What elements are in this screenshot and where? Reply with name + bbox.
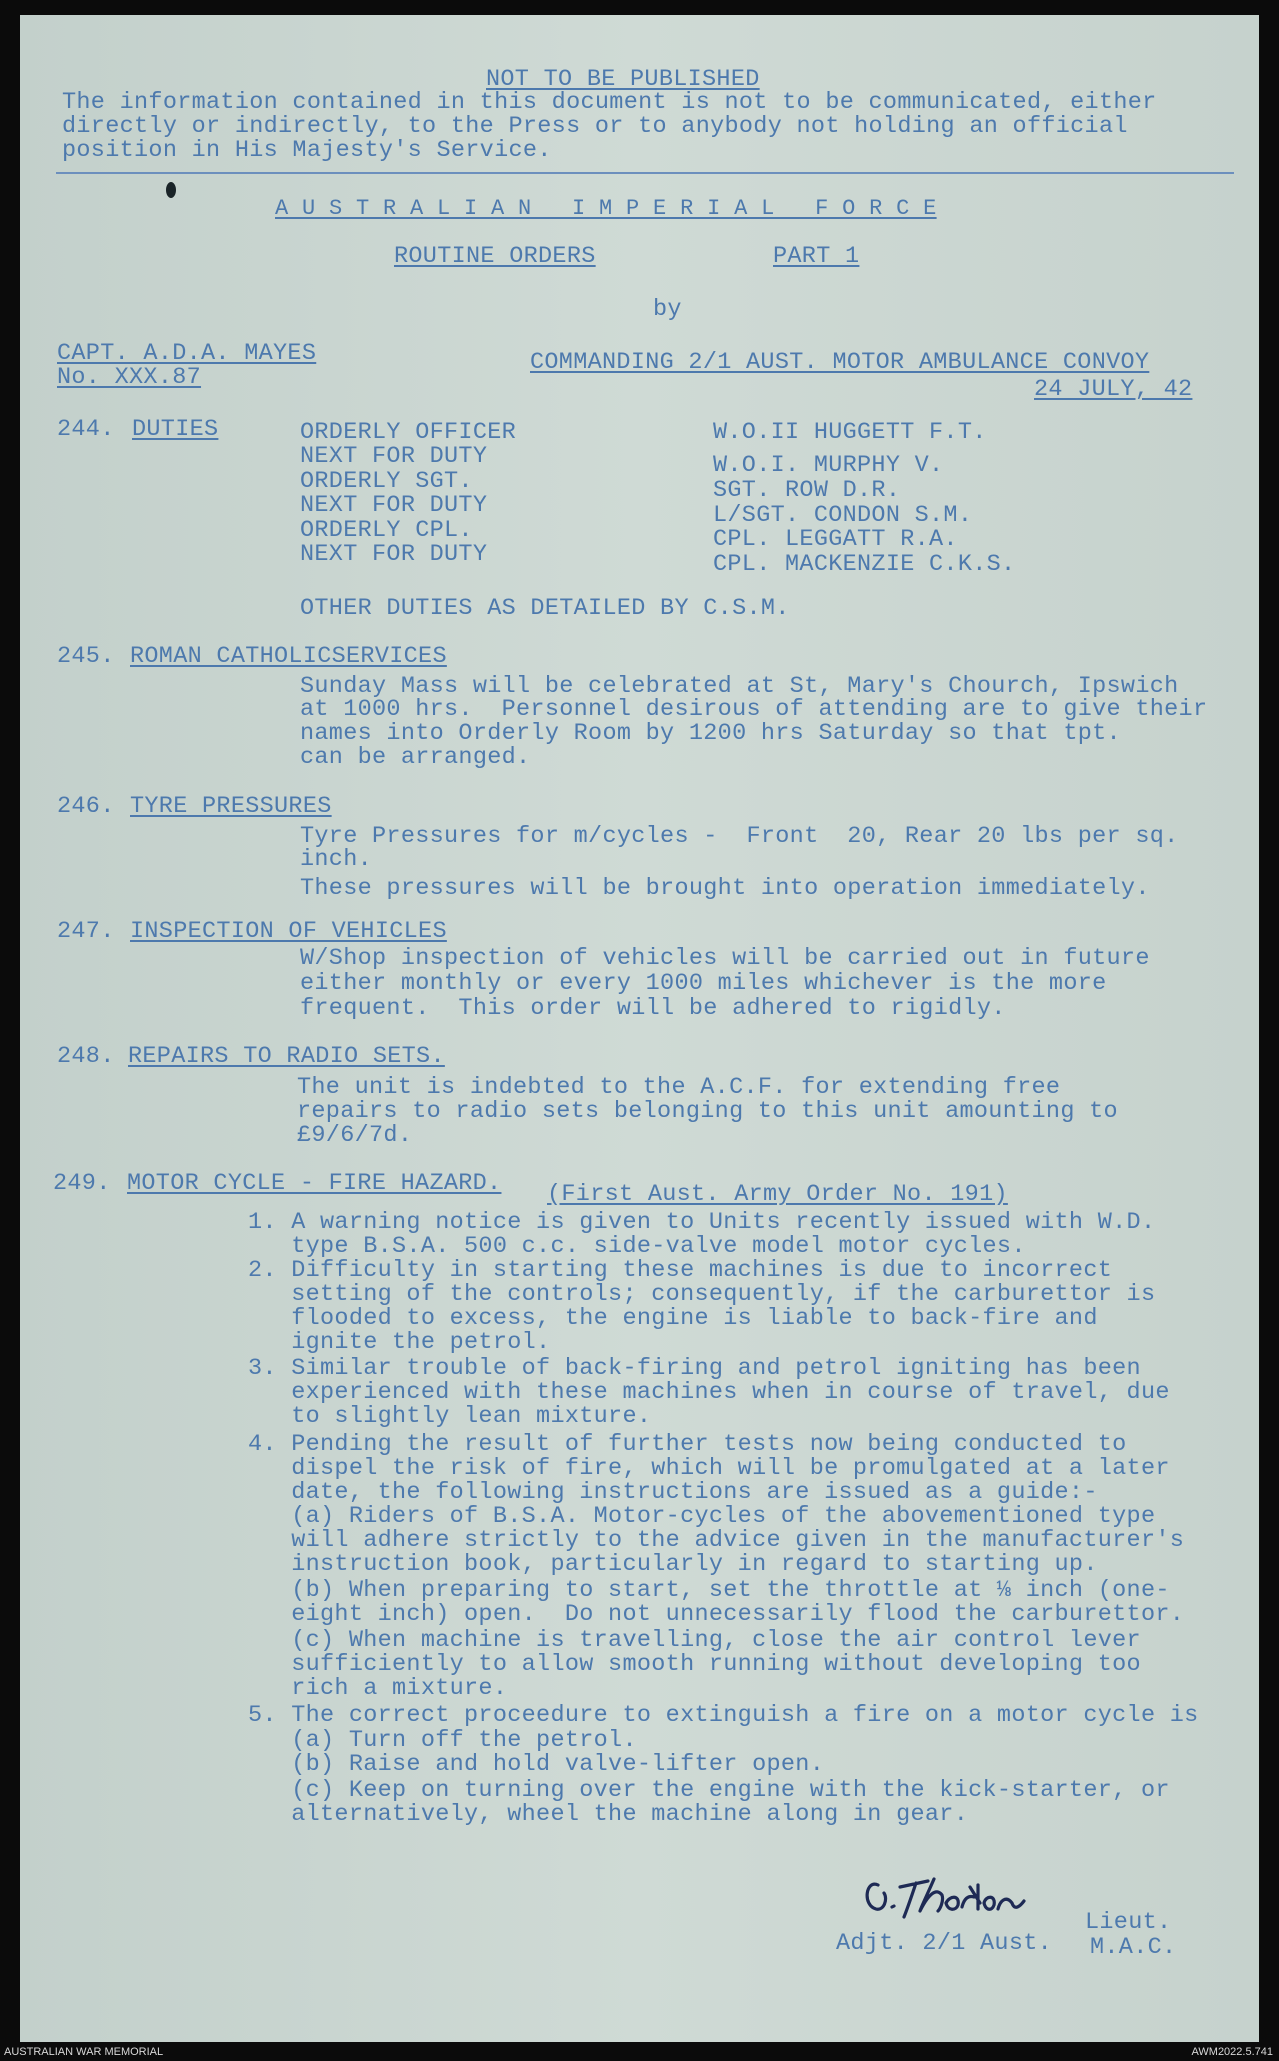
- mc-line: ignite the petrol.: [248, 1329, 551, 1356]
- duty-name: CPL. LEGGATT R.A.: [713, 526, 958, 553]
- footer-accession-number: AWM2022.5.741: [1191, 2046, 1273, 2058]
- item-line: Sunday Mass will be celebrated at St, Mary's Chourch, Ipswich: [300, 673, 1179, 700]
- mc-line: instruction book, particularly in regard to starting up.: [248, 1551, 1098, 1578]
- signatory-title: Adjt. 2/1 Aust.: [836, 1930, 1053, 1957]
- mc-line: eight inch) open. Do not unnecessarily flood the carburettor.: [248, 1601, 1185, 1628]
- item-line: These pressures will be brought into operation immediately.: [300, 875, 1150, 902]
- item-line: can be arranged.: [300, 744, 531, 771]
- item-number: 244.: [57, 416, 115, 443]
- mc-line: will adhere strictly to the advice given in the manufacturer's: [248, 1527, 1185, 1554]
- signatory-rank: Lieut.: [1085, 1909, 1172, 1936]
- restriction-line: position in His Majesty's Service.: [62, 137, 552, 164]
- mc-line: dispel the risk of fire, which will be promulgated at a later: [248, 1455, 1170, 1482]
- item-number: 246.: [57, 793, 115, 820]
- command-title: COMMANDING 2/1 AUST. MOTOR AMBULANCE CONVOY: [530, 349, 1150, 376]
- mc-line: rich a mixture.: [248, 1675, 508, 1702]
- mc-line: (c) When machine is travelling, close the air control lever: [248, 1627, 1141, 1654]
- mc-line: type B.S.A. 500 c.c. side-valve model motor cycles.: [248, 1233, 1026, 1260]
- mc-line: 4. Pending the result of further tests now being conducted to: [248, 1431, 1127, 1458]
- duty-role: NEXT FOR DUTY: [300, 541, 488, 568]
- item-line: frequent. This order will be adhered to rigidly.: [300, 995, 1006, 1022]
- mc-line: 5. The correct proceedure to extinguish a fire on a motor cycle is: [248, 1702, 1199, 1729]
- mc-line: experienced with these machines when in course of travel, due: [248, 1379, 1170, 1406]
- duty-role: NEXT FOR DUTY: [300, 492, 488, 519]
- item-heading: TYRE PRESSURES: [130, 793, 332, 820]
- orders-title: ROUTINE ORDERS: [394, 243, 596, 270]
- mc-line: 3. Similar trouble of back-firing and petrol igniting has been: [248, 1355, 1141, 1382]
- mc-line: (a) Riders of B.S.A. Motor-cycles of the abovementioned type: [248, 1503, 1156, 1530]
- duty-role: ORDERLY OFFICER: [300, 419, 517, 446]
- item-heading: REPAIRS TO RADIO SETS.: [128, 1043, 445, 1070]
- item-line: either monthly or every 1000 miles whichever is the more: [300, 970, 1107, 997]
- mc-line: (a) Turn off the petrol.: [248, 1727, 637, 1754]
- item-heading: MOTOR CYCLE - FIRE HAZARD.: [127, 1170, 502, 1197]
- item-heading: DUTIES: [132, 416, 219, 443]
- orders-date: 24 JULY, 42: [1034, 376, 1193, 403]
- other-duties: OTHER DUTIES AS DETAILED BY C.S.M.: [300, 595, 790, 622]
- footer-source: AUSTRALIAN WAR MEMORIAL: [4, 2046, 164, 2058]
- mc-line: 1. A warning notice is given to Units recently issued with W.D.: [248, 1209, 1156, 1236]
- item-number: 248.: [57, 1043, 115, 1070]
- handwritten-signature: [858, 1865, 1088, 1935]
- mc-line: (b) When preparing to start, set the throttle at ⅛ inch (one-: [248, 1577, 1170, 1604]
- item-heading: INSPECTION OF VEHICLES: [130, 918, 447, 945]
- mc-line: alternatively, wheel the machine along in gear.: [248, 1801, 969, 1828]
- item-line: at 1000 hrs. Personnel desirous of attending are to give their: [300, 696, 1208, 723]
- restriction-line: directly or indirectly, to the Press or to anybody not holding an official: [62, 113, 1128, 140]
- mc-line: (b) Raise and hold valve-lifter open.: [248, 1751, 825, 1778]
- signatory-unit: M.A.C.: [1090, 1934, 1177, 1961]
- duty-role: ORDERLY CPL.: [300, 517, 473, 544]
- mc-line: 2. Difficulty in starting these machines is due to incorrect: [248, 1257, 1113, 1284]
- duty-name: W.O.I. MURPHY V.: [713, 452, 944, 479]
- mc-line: date, the following instructions are issued as a guide:-: [248, 1479, 1098, 1506]
- punch-hole: [166, 182, 176, 198]
- duty-name: CPL. MACKENZIE C.K.S.: [713, 551, 1016, 578]
- item-number: 247.: [57, 918, 115, 945]
- mc-line: (c) Keep on turning over the engine with the kick-starter, or: [248, 1777, 1170, 1804]
- officer-name: CAPT. A.D.A. MAYES: [57, 340, 317, 367]
- orders-number: No. XXX.87: [57, 364, 202, 391]
- item-line: The unit is indebted to the A.C.F. for extending free: [297, 1074, 1061, 1101]
- item-line: Tyre Pressures for m/cycles - Front 20, Rear 20 lbs per sq.: [300, 823, 1179, 850]
- mc-line: setting of the controls; consequently, if the carburettor is: [248, 1281, 1156, 1308]
- mc-line: flooded to excess, the engine is liable to back-fire and: [248, 1305, 1098, 1332]
- army-order-reference: (First Aust. Army Order No. 191): [547, 1181, 1008, 1208]
- item-number: 245.: [57, 643, 115, 670]
- item-line: W/Shop inspection of vehicles will be carried out in future: [300, 945, 1150, 972]
- duty-name: L/SGT. CONDON S.M.: [713, 502, 973, 529]
- item-heading: ROMAN CATHOLICSERVICES: [130, 643, 447, 670]
- force-title: A U S T R A L I A N I M P E R I A L F O R C E: [275, 196, 937, 221]
- restriction-title: NOT TO BE PUBLISHED: [486, 66, 760, 93]
- item-line: repairs to radio sets belonging to this unit amounting to: [297, 1098, 1118, 1125]
- duty-role: NEXT FOR DUTY: [300, 443, 488, 470]
- document-page: [20, 15, 1259, 2042]
- item-number: 249.: [53, 1170, 111, 1197]
- duty-name: W.O.II HUGGETT F.T.: [713, 419, 987, 446]
- part-label: PART 1: [773, 243, 860, 270]
- restriction-line: The information contained in this document is not to be communicated, either: [62, 89, 1157, 116]
- mc-line: to slightly lean mixture.: [248, 1403, 652, 1430]
- header-divider: [56, 172, 1234, 174]
- item-line: £9/6/7d.: [297, 1122, 413, 1149]
- item-line: inch.: [300, 846, 373, 873]
- mc-line: sufficiently to allow smooth running without developing too: [248, 1651, 1141, 1678]
- duty-name: SGT. ROW D.R.: [713, 477, 901, 504]
- item-line: names into Orderly Room by 1200 hrs Saturday so that tpt.: [300, 720, 1121, 747]
- duty-role: ORDERLY SGT.: [300, 468, 473, 495]
- by-label: by: [653, 296, 682, 323]
